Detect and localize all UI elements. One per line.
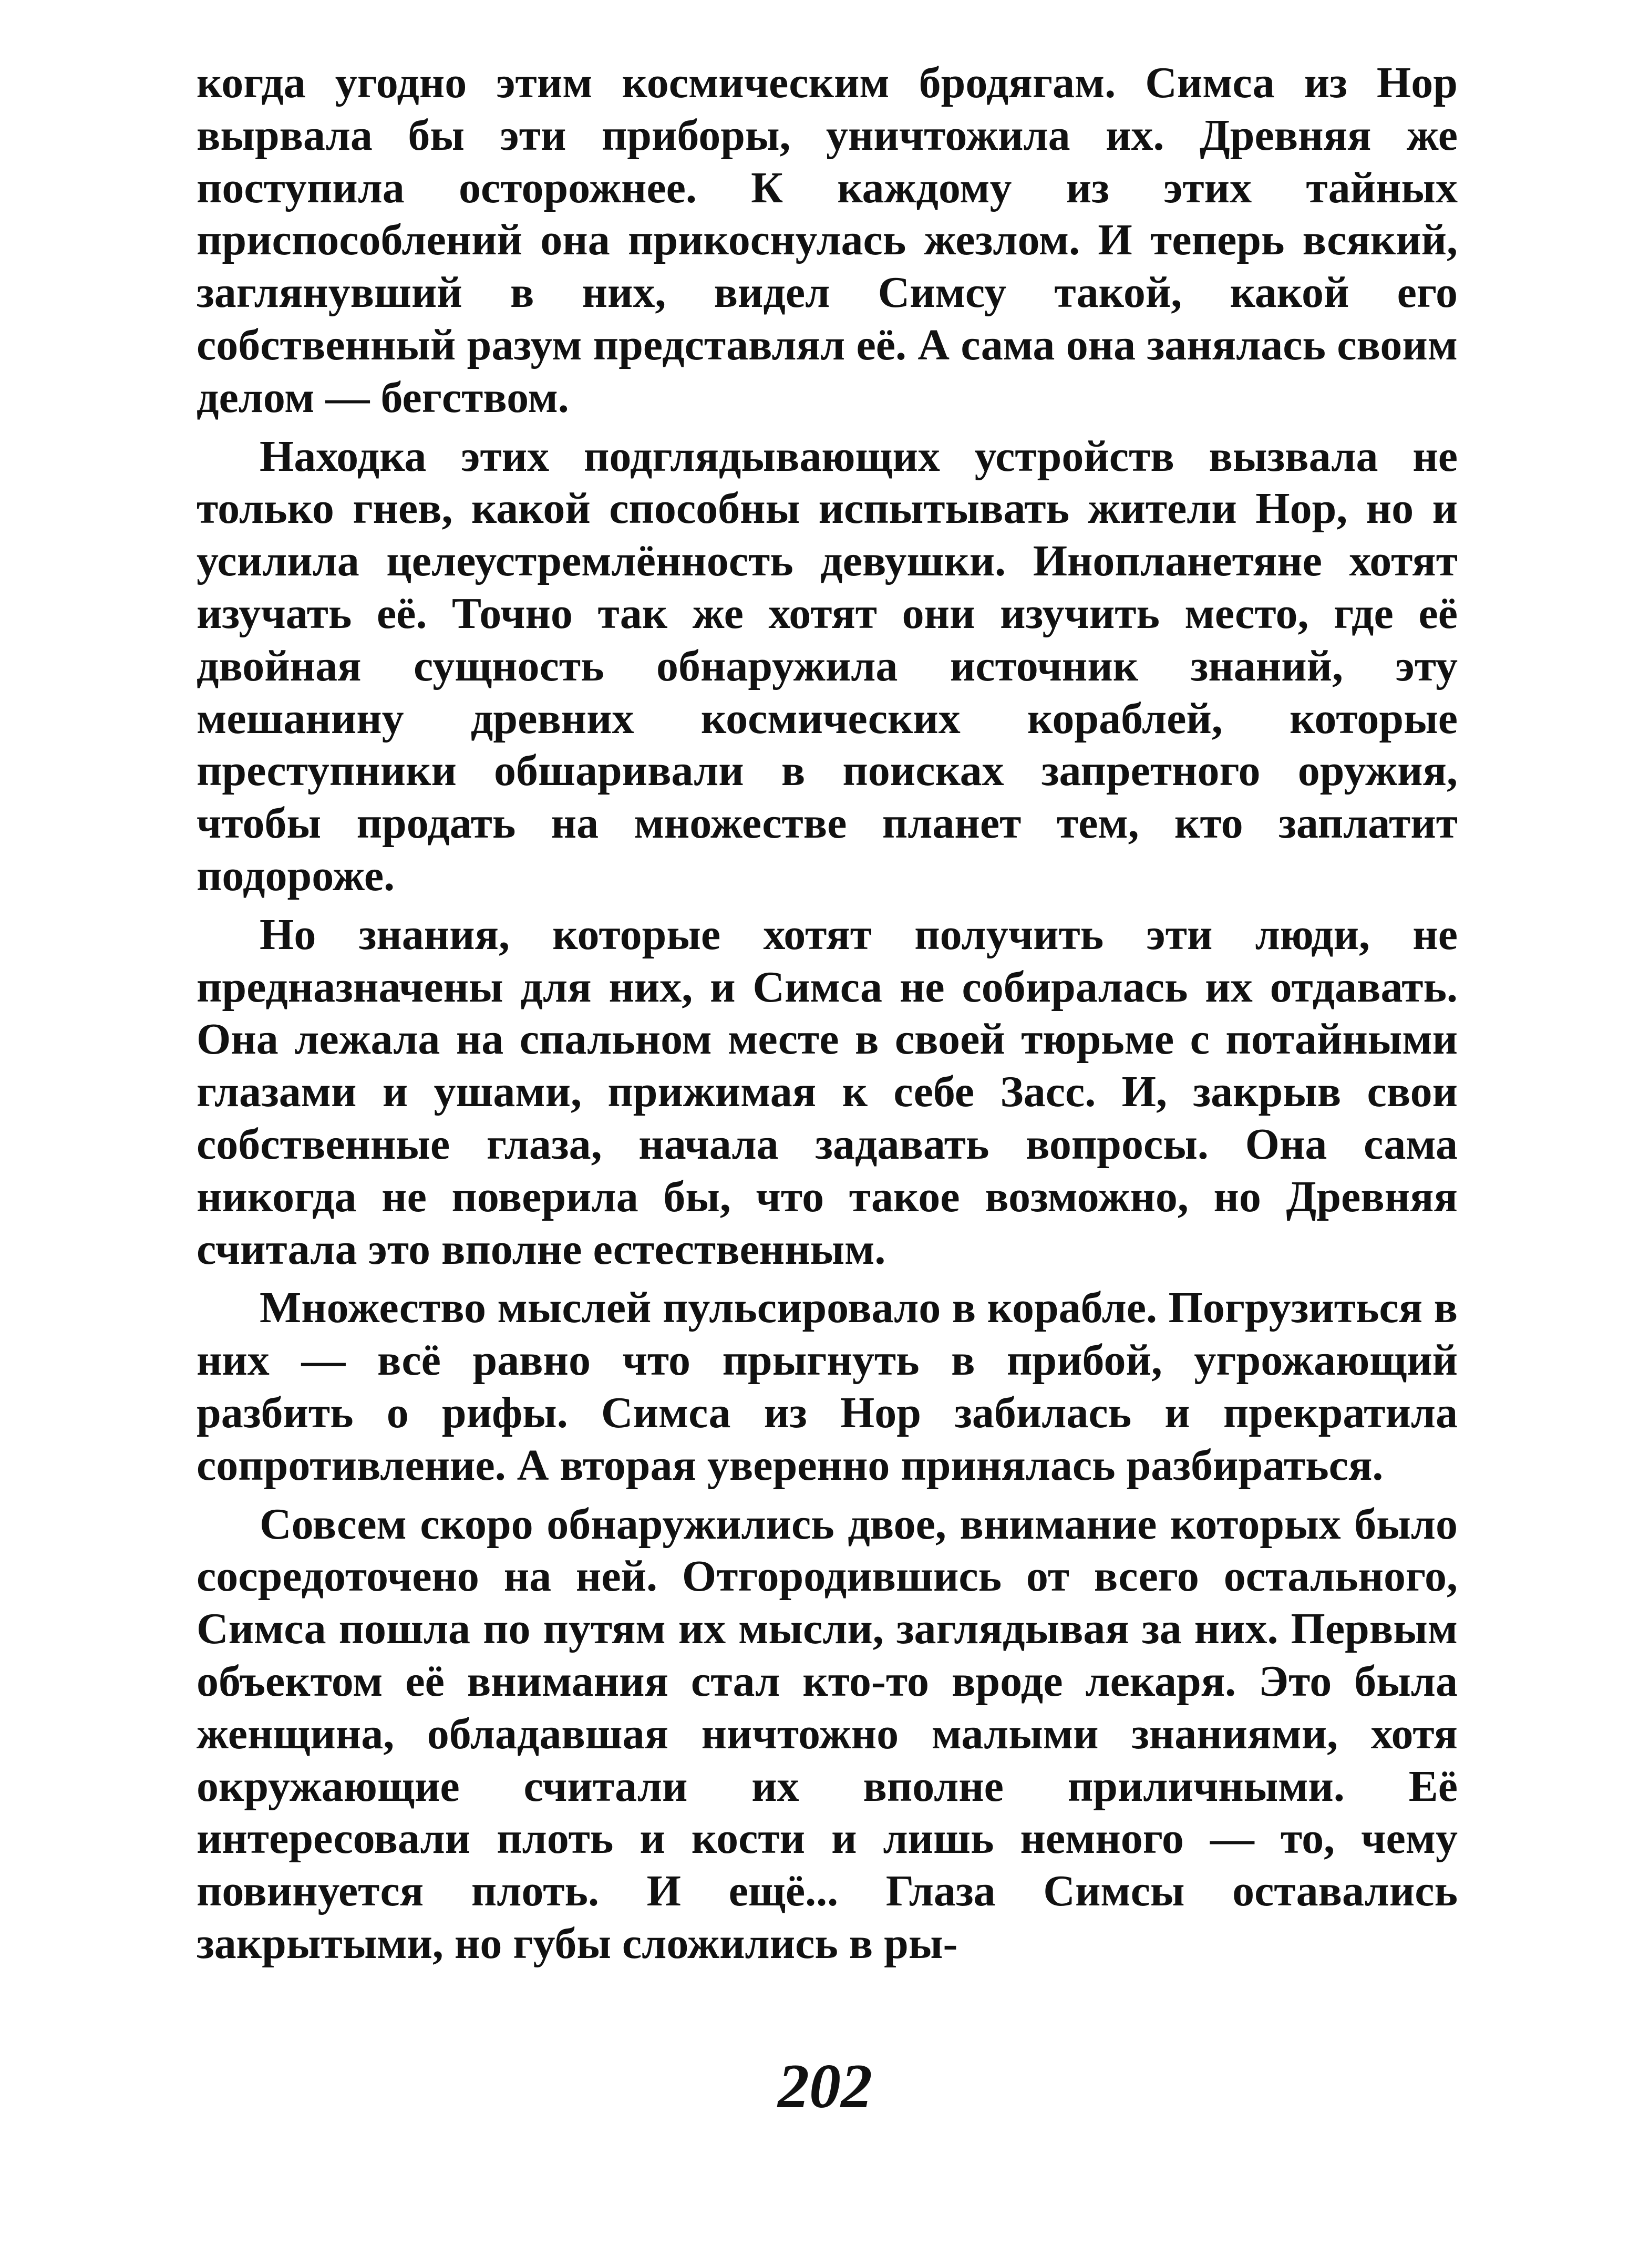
page-number: 202 — [778, 2051, 872, 2121]
body-text — [197, 57, 1458, 1970]
paragraph-5: Совсем скоро обнаружились двое, внимание которых было сосредоточено на ней. Отгородившись от всего остального, Симса пошла по путям их мысли, заглядывая за них. Первым объектом её внимания стал кто-то вроде лекаря. Это была женщина, обладавшая ничтожно малыми знаниями, хотя окружающие считали их вполне приличными. Её интересовали плоть и кости и лишь немного — то, чему повинуется плоть. И ещё... Глаза Симсы оставались закрытыми, но губы сложились в ры- — [197, 1499, 1458, 1968]
paragraph-1: когда угодно этим космическим бродягам. Симса из Нор вырвала бы эти приборы, уничтожила их. Древняя же поступила осторожнее. К каждому из этих тайных приспособлений она прикоснулась жезлом. И теперь всякий, заглянувший в них, видел Симсу такой, какой его собственный разум представлял её. А сама она занялась своим делом — бегством. — [197, 58, 1458, 422]
paragraph-4: Множество мыслей пульсировало в корабле. Погрузиться в них — всё равно что прыгнуть в прибой, угрожающий разбить о рифы. Симса из Нор забилась и прекратила сопротивление. А вторая уверенно принялась разбираться. — [197, 1283, 1458, 1490]
paragraph-2: Находка этих подглядывающих устройств вызвала не только гнев, какой способны испытывать жители Нор, но и усилила целеустремлённость девушки. Инопланетяне хотят изучать её. Точно так же хотят они изучить место, где её двойная сущность обнаружила источник знаний, эту мешанину древних космических кораблей, которые преступники обшаривали в поисках запретного оружия, чтобы продать на множестве планет тем, кто заплатит подороже. — [197, 431, 1458, 900]
paragraph-3: Но знания, которые хотят получить эти люди, не предназначены для них, и Симса не собиралась их отдавать. Она лежала на спальном месте в своей тюрьме с потайными глазами и ушами, прижимая к себе Засс. И, закрыв свои собственные глаза, начала задавать вопросы. Она сама никогда не поверила бы, что такое возможно, но Древняя считала это вполне естественным. — [197, 910, 1458, 1274]
